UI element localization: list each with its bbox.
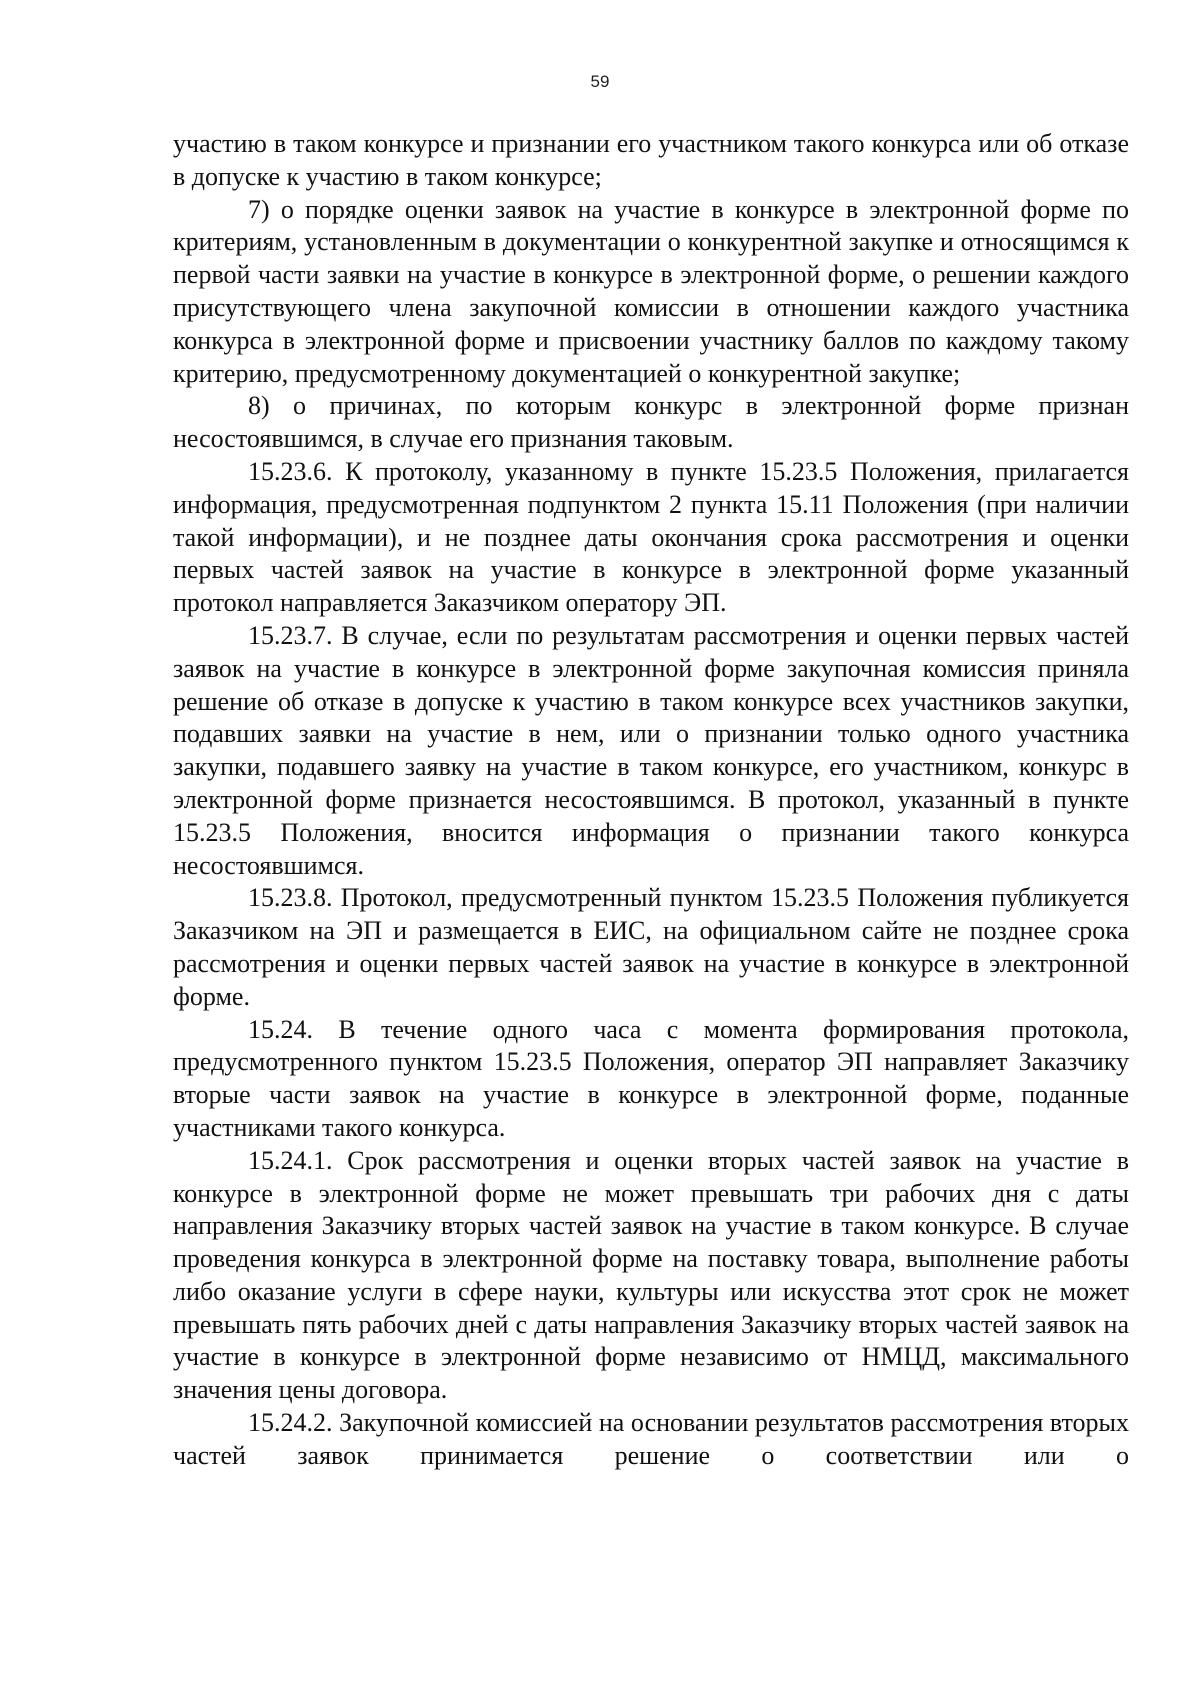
paragraph-15-23-6: 15.23.6. К протоколу, указанному в пункте 15.23.5 Положения, прилагается информация, предусмотренная подпунктом 2 пункта 15.11 Положения (при наличии такой информации), и не позднее даты окончания срока рассмотрения и оценки первых частей заявок на участие в конкурсе в электронной форме указанный протокол направляется Заказчиком оператору ЭП.: [173, 456, 1129, 618]
paragraph-15-23-8: 15.23.8. Протокол, предусмотренный пунктом 15.23.5 Положения публикуется Заказчиком на ЭП и размещается в ЕИС, на официальном сайте не позднее срока рассмотрения и оценки первых частей заявок на участие в конкурсе в электронной форме.: [173, 883, 1129, 1011]
paragraph-15-24: 15.24. В течение одного часа с момента формирования протокола, предусмотренного пунктом 15.23.5 Положения, оператор ЭП направляет Заказчику вторые части заявок на участие в конкурсе в электронной форме, поданные участниками такого конкурса.: [173, 1014, 1129, 1142]
paragraph-15-24-2: 15.24.2. Закупочной комиссией на основании результатов рассмотрения вторых частей заявок принимается решение о соответствии или о: [173, 1408, 1129, 1470]
paragraph-continuation: участию в таком конкурсе и признании его участником такого конкурса или об отказе в допуске к участию в таком конкурсе;: [173, 129, 1129, 191]
paragraph-item-8: 8) о причинах, по которым конкурс в электронной форме признан несостоявшимся, в случае его признания таковым.: [173, 391, 1129, 454]
document-body: [173, 128, 1129, 1473]
paragraph-item-7: 7) о порядке оценки заявок на участие в конкурсе в электронной форме по критериям, установленным в документации о конкурентной закупке и относящимся к первой части заявки на участие в конкурсе в электронной форме, о решении каждого присутствующего члена закупочной комиссии в отношении каждого участника конкурса в электронной форме и присвоении участнику баллов по каждому такому критерию, предусмотренному документацией о конкурентной закупке;: [173, 194, 1129, 388]
paragraph-15-24-1: 15.24.1. Срок рассмотрения и оценки вторых частей заявок на участие в конкурсе в электронной форме не может превышать три рабочих дня с даты направления Заказчику вторых частей заявок на участие в таком конкурсе. В случае проведения конкурса в электронной форме на поставку товара, выполнение работы либо оказание услуги в сфере науки, культуры или искусства этот срок не может превышать пять рабочих дней с даты направления Заказчику вторых частей заявок на участие в конкурсе в электронной форме независимо от НМЦД, максимального значения цены договора.: [173, 1145, 1129, 1405]
paragraph-15-23-7: 15.23.7. В случае, если по результатам рассмотрения и оценки первых частей заявок на участие в конкурсе в электронной форме закупочная комиссия приняла решение об отказе в допуске к участию в таком конкурсе всех участников закупки, подавших заявки на участие в нем, или о признании только одного участника закупки, подавшего заявку на участие в таком конкурсе, его участником, конкурс в электронной форме признается несостоявшимся. В протокол, указанный в пункте 15.23.5 Положения, вносится информация о признании такого конкурса несостоявшимся.: [173, 620, 1129, 880]
page-number: 59: [590, 72, 610, 91]
